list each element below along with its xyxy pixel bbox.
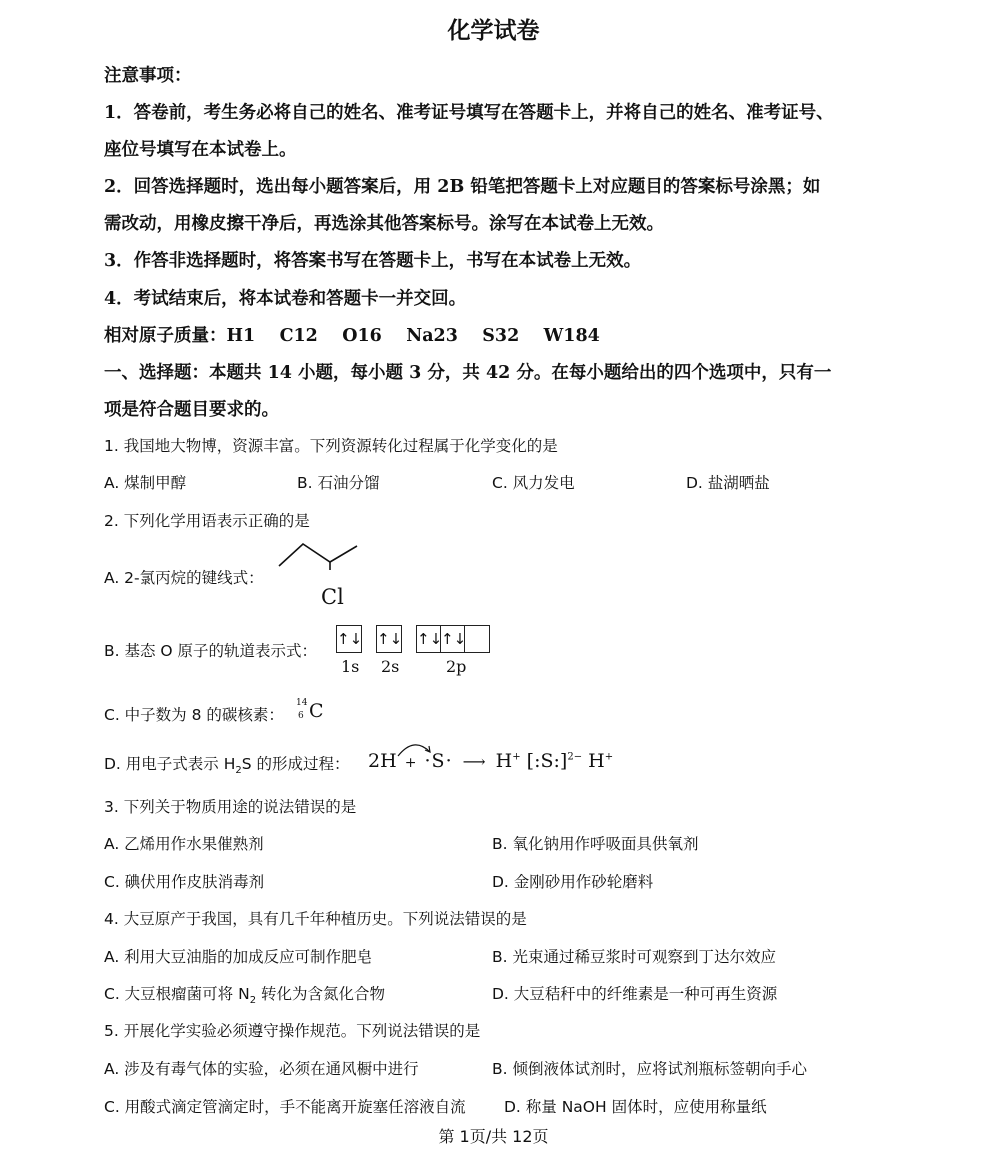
question-2-option-b: B. 基态 O 原子的轨道表示式： <box>104 642 318 660</box>
orbital-cell: ↑↓ <box>417 626 441 652</box>
orbital-box-2s <box>376 625 402 653</box>
question-5-option-c: C. 用酸式滴定管滴定时，手不能离开旋塞任溶液自流 <box>104 1098 466 1116</box>
nuclide-symbol: C <box>309 700 324 722</box>
atomic-mass-line: 相对原子质量：H1 C12 O16 Na23 S32 W184 <box>104 326 600 346</box>
option-d-subscript: 2 <box>235 765 242 777</box>
equation-arrow: ⟶ <box>462 752 486 771</box>
equation-h-right-charge: + <box>604 751 614 763</box>
notice-item-4: 4．考试结束后，将本试卷和答题卡一并交回。 <box>104 289 467 309</box>
question-3-option-b: B. 氧化钠用作呼吸面具供氧剂 <box>492 835 699 853</box>
option-c-prefix: C. 大豆根瘤菌可将 N <box>104 985 250 1003</box>
question-4-option-a: A. 利用大豆油脂的加成反应可制作肥皂 <box>104 948 373 966</box>
orbital-cell: ↑↓ <box>377 630 403 648</box>
question-4-stem: 4. 大豆原产于我国，具有几千年种植历史。下列说法错误的是 <box>104 910 527 928</box>
question-4-option-d: D. 大豆秸秆中的纤维素是一种可再生资源 <box>492 985 778 1003</box>
question-1-option-b: B. 石油分馏 <box>297 474 380 492</box>
question-3-option-d: D. 金刚砂用作砂轮磨料 <box>492 873 654 891</box>
option-c-subscript: 2 <box>249 995 257 1007</box>
equation-sulfur: ·S· <box>424 750 453 772</box>
orbital-cell: ↑↓ <box>337 630 363 648</box>
question-5-option-b: B. 倾倒液体试剂时，应将试剂瓶标签朝向手心 <box>492 1060 807 1078</box>
notice-item-1-line-2: 座位号填写在本试卷上。 <box>104 140 297 160</box>
electron-transfer-arrow-icon <box>396 740 436 758</box>
page-footer: 第 1页/共 12页 <box>438 1127 549 1146</box>
question-4-option-c <box>104 982 385 1006</box>
equation-h-left: H <box>495 750 513 772</box>
question-5-option-a: A. 涉及有毒气体的实验，必须在通风橱中进行 <box>104 1060 419 1078</box>
sulfur-symbol: S <box>431 750 446 772</box>
orbital-box-1s <box>336 625 362 653</box>
equation-plus: + <box>404 755 417 771</box>
question-1-option-a: A. 煤制甲醇 <box>104 474 187 492</box>
section-1-line-1: 一、选择题：本题共 14 小题，每小题 3 分，共 42 分。在每小题给出的四个选项中，只有一 <box>104 363 832 383</box>
orbital-label-1s: 1s <box>341 657 360 676</box>
option-d-suffix: S 的形成过程： <box>241 755 350 773</box>
question-3-option-a: A. 乙烯用作水果催熟剂 <box>104 835 264 853</box>
question-1-stem: 1. 我国地大物博，资源丰富。下列资源转化过程属于化学变化的是 <box>104 437 558 455</box>
notice-item-2-line-1: 2．回答选择题时，选出每小题答案后，用 2B 铅笔把答题卡上对应题目的答案标号涂黑；如 <box>104 177 821 197</box>
notice-heading: 注意事项： <box>104 66 192 86</box>
orbital-box-2p <box>416 625 490 653</box>
question-1-option-d: D. 盐湖晒盐 <box>686 474 770 492</box>
page-title: 化学试卷 <box>447 17 540 44</box>
question-1-option-c: C. 风力发电 <box>492 474 575 492</box>
skeletal-formula-icon <box>276 540 366 570</box>
equation-h-right: H <box>588 750 605 772</box>
equation-sulfide-charge: 2− <box>567 751 583 763</box>
option-d-prefix: D. 用电子式表示 H <box>104 755 236 773</box>
question-5-option-d: D. 称量 NaOH 固体时，应使用称量纸 <box>504 1098 767 1116</box>
notice-item-3: 3．作答非选择题时，将答案书写在答题卡上，书写在本试卷上无效。 <box>104 251 642 271</box>
question-3-option-c: C. 碘伏用作皮肤消毒剂 <box>104 873 265 891</box>
equation-2h: 2H <box>368 750 397 772</box>
notice-item-2-line-2: 需改动，用橡皮擦干净后，再选涂其他答案标号。涂写在本试卷上无效。 <box>104 214 664 234</box>
notice-item-1-line-1: 1．答卷前，考生务必将自己的姓名、准考证号填写在答题卡上，并将自己的姓名、准考证号、 <box>104 103 834 123</box>
nuclide-mass-number: 14 <box>296 698 308 708</box>
orbital-label-2s: 2s <box>381 657 400 676</box>
section-1-line-2: 项是符合题目要求的。 <box>104 400 279 420</box>
option-c-suffix: 转化为含氮化合物 <box>256 985 386 1003</box>
question-2-option-c: C. 中子数为 8 的碳核素： <box>104 706 284 724</box>
question-4-option-b: B. 光束通过稀豆浆时可观察到丁达尔效应 <box>492 948 776 966</box>
chlorine-label: Cl <box>321 585 344 609</box>
question-2-option-a: A. 2-氯丙烷的键线式： <box>104 569 264 587</box>
question-2-stem: 2. 下列化学用语表示正确的是 <box>104 512 310 530</box>
question-3-stem: 3. 下列关于物质用途的说法错误的是 <box>104 798 357 816</box>
question-5-stem: 5. 开展化学实验必须遵守操作规范。下列说法错误的是 <box>104 1022 481 1040</box>
orbital-label-2p: 2p <box>446 657 467 676</box>
equation-sulfide-bracket: [:S:] <box>526 750 568 772</box>
orbital-cell <box>465 626 489 652</box>
nuclide-atomic-number: 6 <box>298 711 304 721</box>
orbital-cell: ↑↓ <box>441 626 465 652</box>
question-2-option-d <box>104 752 350 776</box>
equation-h-left-charge: + <box>512 751 521 763</box>
